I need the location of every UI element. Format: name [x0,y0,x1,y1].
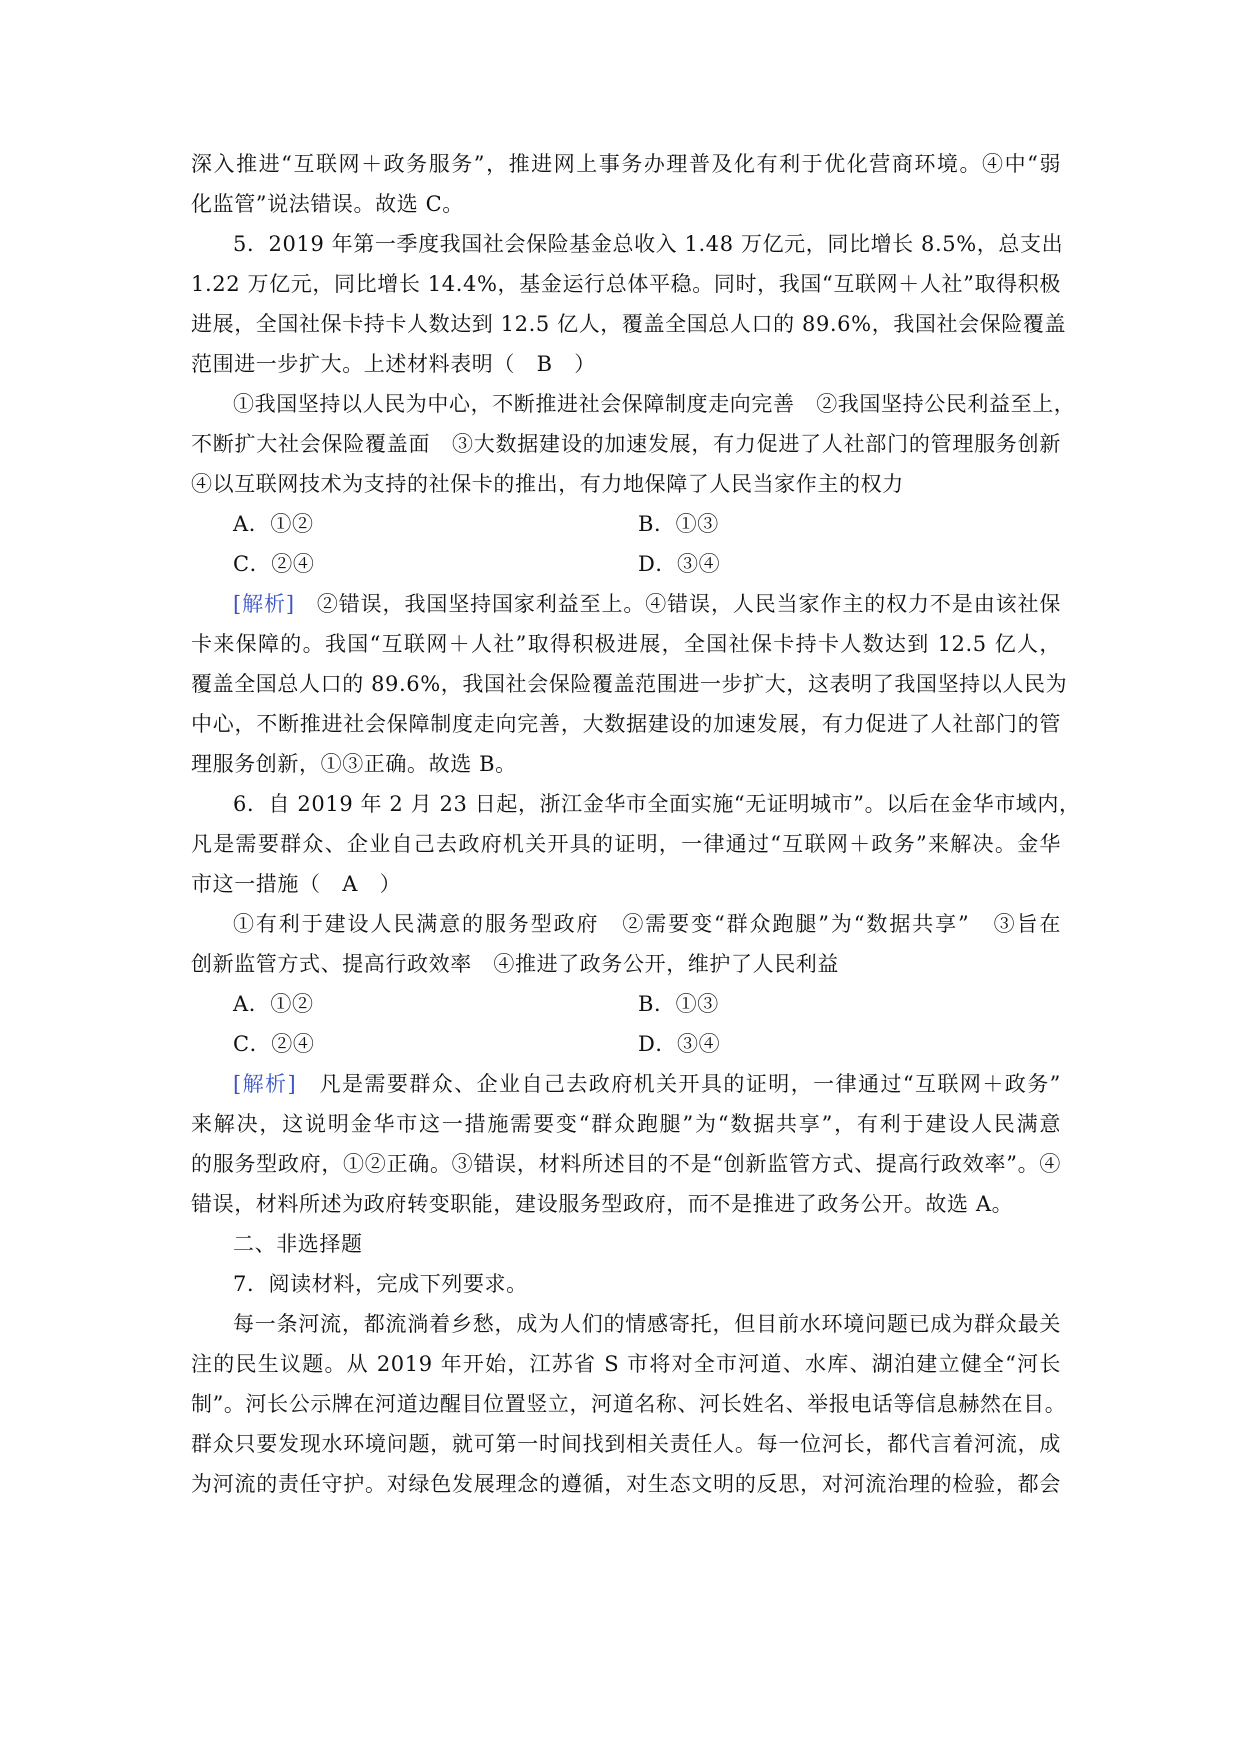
q6-analysis-line-1 [191,1068,1061,1100]
q6-options-row-1 [191,988,1061,1020]
q7-material-line-4: 群众只要发现水环境问题，就可第一时间找到相关责任人。每一位河长，都代言着河流，成 [191,1432,1061,1456]
q6-analysis-line-4: 错误，材料所述为政府转变职能，建设服务型政府，而不是推进了政务公开。故选 A。 [191,1192,1014,1216]
section-heading-non-choice: 二、非选择题 [233,1232,363,1256]
q6-analysis-tag: [解析] [233,1072,297,1096]
q5-options-row-2 [191,548,1061,580]
q7-material-line-5: 为河流的责任守护。对绿色发展理念的遵循，对生态文明的反思，对河流治理的检验，都会 [191,1472,1061,1496]
intro-line-1: 深入推进“互联网＋政务服务”，推进网上事务办理普及化有利于优化营商环境。④中“弱 [191,152,1061,176]
q6-statements-line-2: 创新监管方式、提高行政效率 ④推进了政务公开，维护了人民利益 [191,952,839,976]
q5-analysis-line-4: 中心，不断推进社会保障制度走向完善，大数据建设的加速发展，有力促进了人社部门的管 [191,712,1061,736]
intro-line-2: 化监管”说法错误。故选 C。 [191,192,464,216]
q6-stem-line-2: 凡是需要群众、企业自己去政府机关开具的证明，一律通过“互联网＋政务”来解决。金华 [191,832,1061,856]
q5-stem-line-4: 范围进一步扩大。上述材料表明（ B ） [191,352,596,376]
q6-stem-line-3: 市这一措施（ A ） [191,872,402,896]
q5-options-row-1 [191,508,1061,540]
q5-analysis-line-3: 覆盖全国总人口的 89.6%，我国社会保险覆盖范围进一步扩大，这表明了我国坚持以人民为 [191,672,1068,696]
q6-option-b: B．①③ [638,992,719,1016]
q5-option-d: D．③④ [638,552,721,576]
q6-analysis-line-2: 来解决，这说明金华市这一措施需要变“群众跑腿”为“数据共享”，有利于建设人民满意 [191,1112,1061,1136]
q5-statements-line-2: 不断扩大社会保险覆盖面 ③大数据建设的加速发展，有力促进了人社部门的管理服务创新 [191,432,1061,456]
q6-stem-line-1: 6．自 2019 年 2 月 23 日起，浙江金华市全面实施“无证明城市”。以后在金华市域内， [233,792,1081,816]
q5-analysis-line-1 [191,588,1061,620]
q5-stem-line-3: 进展，全国社保卡持卡人数达到 12.5 亿人，覆盖全国总人口的 89.6%，我国社会保险覆盖 [191,312,1067,336]
q5-stem-line-2: 1.22 万亿元，同比增长 14.4%，基金运行总体平稳。同时，我国“互联网＋人社”取得积极 [191,272,1061,296]
q7-material-line-3: 制”。河长公示牌在河道边醒目位置竖立，河道名称、河长姓名、举报电话等信息赫然在目。 [191,1392,1067,1416]
q6-option-d: D．③④ [638,1032,721,1056]
q6-option-c: C．②④ [233,1032,315,1056]
q5-option-c: C．②④ [233,552,315,576]
q5-option-b: B．①③ [638,512,719,536]
q7-stem-line-1: 7．阅读材料，完成下列要求。 [233,1272,528,1296]
q6-analysis-line-3: 的服务型政府，①②正确。③错误，材料所述目的不是“创新监管方式、提高行政效率”。④ [191,1152,1061,1176]
q5-stem-line-1: 5．2019 年第一季度我国社会保险基金总收入 1.48 万亿元，同比增长 8.5%，总支出 [233,232,1064,256]
q5-analysis-line-5: 理服务创新，①③正确。故选 B。 [191,752,517,776]
q5-analysis-tag: [解析] [233,592,295,616]
q5-statements-line-3: ④以互联网技术为支持的社保卡的推出，有力地保障了人民当家作主的权力 [191,472,904,496]
q5-analysis-line-2: 卡来保障的。我国“互联网＋人社”取得积极进展，全国社保卡持卡人数达到 12.5 亿人， [191,632,1061,656]
q5-analysis-text-1: ②错误，我国坚持国家利益至上。④错误，人民当家作主的权力不是由该社保 [316,592,1061,616]
q7-material-line-2: 注的民生议题。从 2019 年开始，江苏省 S 市将对全市河道、水库、湖泊建立健全“河长 [191,1352,1061,1376]
q6-options-row-2 [191,1028,1061,1060]
q5-option-a: A．①② [233,512,314,536]
q6-statements-line-1: ①有利于建设人民满意的服务型政府 ②需要变“群众跑腿”为“数据共享” ③旨在 [233,912,1061,936]
q6-analysis-text-1: 凡是需要群众、企业自己去政府机关开具的证明，一律通过“互联网＋政务” [319,1072,1061,1096]
q7-material-line-1: 每一条河流，都流淌着乡愁，成为人们的情感寄托，但目前水环境问题已成为群众最关 [233,1312,1061,1336]
q6-option-a: A．①② [233,992,314,1016]
q5-statements-line-1: ①我国坚持以人民为中心，不断推进社会保障制度走向完善 ②我国坚持公民利益至上， [233,392,1076,416]
